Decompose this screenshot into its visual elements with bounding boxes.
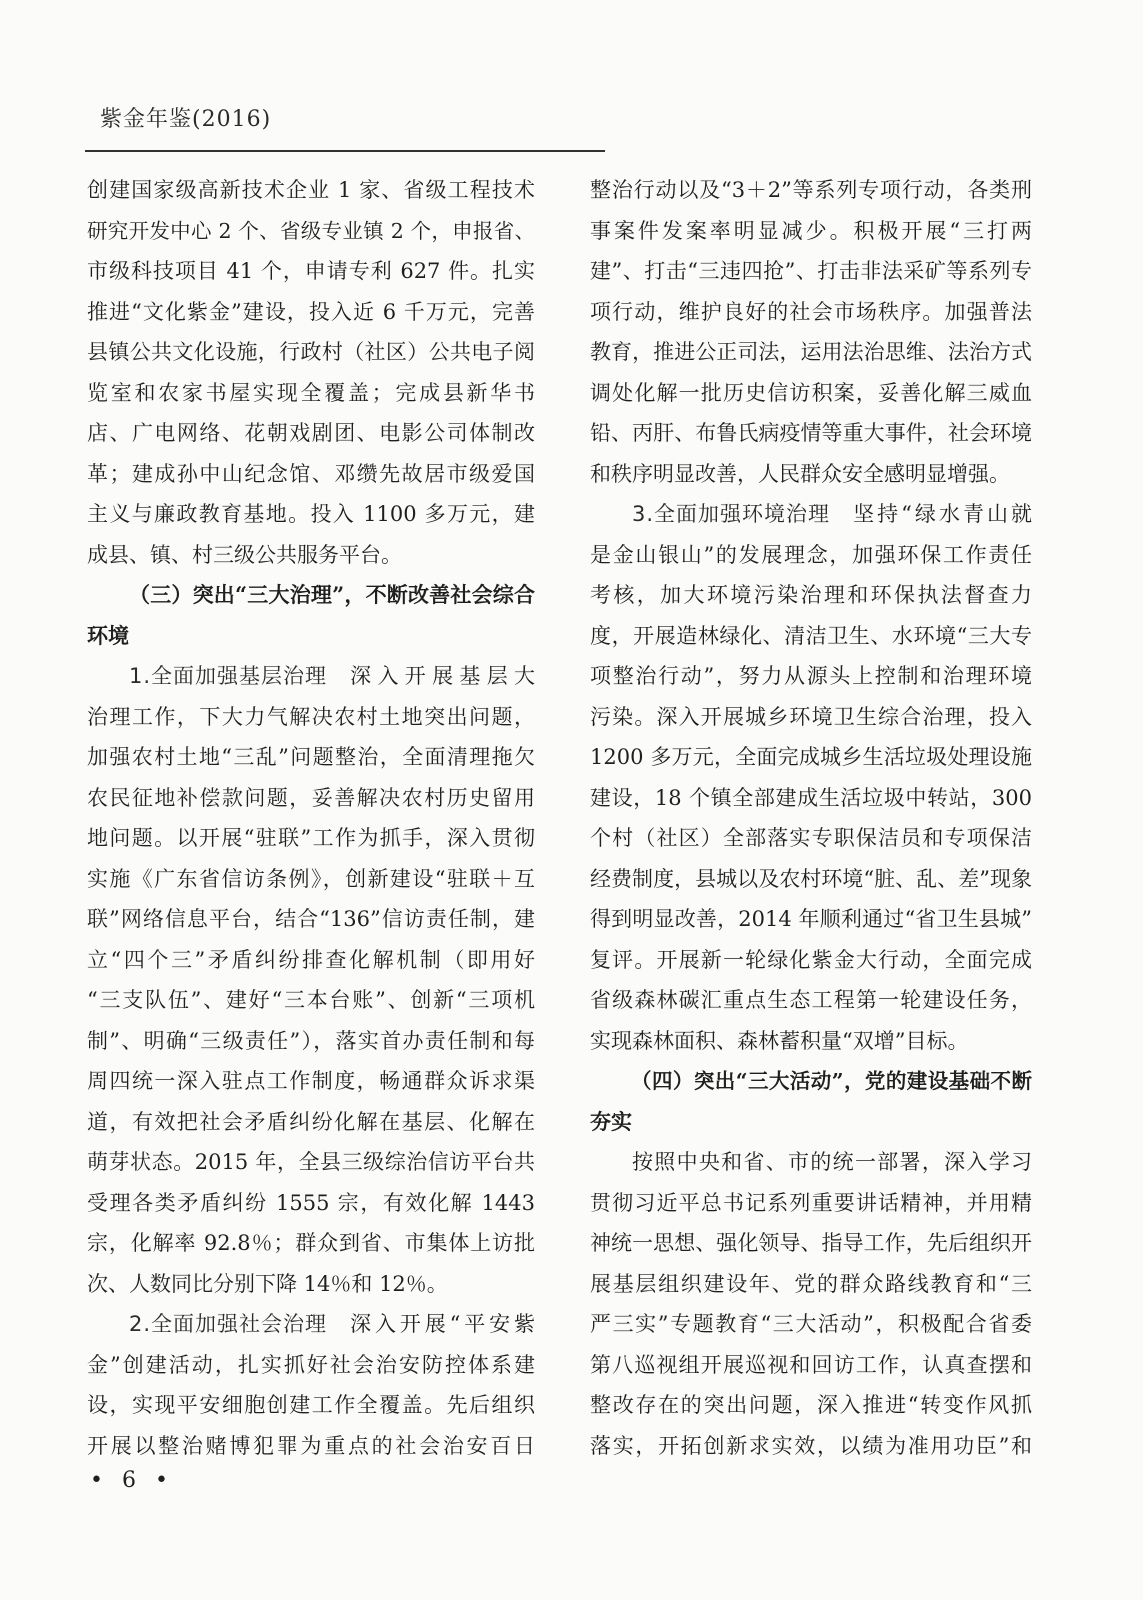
text-line: 神统一思想、强化领导、指导工作，先后组织开 (590, 1231, 1032, 1255)
text-line-text: 深入开展基层大 (350, 664, 535, 688)
text-line: 第八巡视组开展巡视和回访工作，认真查摆和 (590, 1352, 1032, 1377)
heading-line: 夯实 (590, 1108, 632, 1134)
text-line: 实施《广东省信访条例》，创新建设“驻联＋互 (87, 866, 535, 891)
paragraph (590, 1142, 1032, 1466)
text-line: 店、广电网络、花朝戏剧团、电影公司体制改 (87, 421, 535, 445)
text-line: 污染。深入开展城乡环境卫生综合治理，投入 (590, 704, 1032, 729)
item-lead: 2.全面加强社会治理 (129, 1312, 328, 1336)
text-line: 研究开发中心 2 个、省级专业镇 2 个，申报省、 (87, 218, 535, 243)
text-line: 受理各类矛盾纠纷 1555 宗，有效化解 1443 (87, 1190, 535, 1215)
text-line: 设，实现平安细胞创建工作全覆盖。先后组织 (87, 1393, 535, 1417)
text-line: 金”创建活动，扎实抓好社会治安防控体系建 (87, 1352, 535, 1377)
text-line: 治理工作，下大力气解决农村土地突出问题， (87, 704, 535, 729)
text-line: 铅、丙肝、布鲁氏病疫情等重大事件，社会环境 (590, 421, 1032, 445)
text-line: 和秩序明显改善，人民群众安全感明显增强。 (590, 461, 1010, 486)
heading-line: 环境 (87, 622, 129, 648)
text-line: 联”网络信息平台，结合“136”信访责任制，建 (87, 907, 535, 931)
text-line: 周四统一深入驻点工作制度，畅通群众诉求渠 (87, 1069, 535, 1093)
paragraph (87, 170, 535, 575)
paragraph (590, 170, 1032, 494)
text-line: 主义与廉政教育基地。投入 1100 多万元，建 (87, 502, 535, 526)
item-lead: 3.全面加强环境治理 (632, 502, 831, 526)
text-line: 县镇公共文化设施，行政村（社区）公共电子阅 (87, 340, 535, 364)
text-line: 宗，化解率 92.8％；群众到省、市集体上访批 (87, 1231, 535, 1255)
text-line: 实现森林面积、森林蓄积量“双增”目标。 (590, 1028, 969, 1053)
text-line: 建设，18 个镇全部建成生活垃圾中转站，300 (590, 785, 1032, 810)
text-line (590, 494, 1032, 535)
text-line: 览室和农家书屋实现全覆盖；完成县新华书 (87, 380, 535, 405)
text-line: 是金山银山”的发展理念，加强环保工作责任 (590, 542, 1032, 567)
text-line: 复评。开展新一轮绿化紫金大行动，全面完成 (590, 947, 1032, 972)
text-line: 推进“文化紫金”建设，投入近 6 千万元，完善 (87, 299, 535, 324)
page-number: • 6 • (90, 1468, 174, 1493)
text-line: 成县、镇、村三级公共服务平台。 (87, 542, 402, 567)
text-line: 1200 多万元，全面完成城乡生活垃圾处理设施 (590, 745, 1032, 769)
header-rule (85, 150, 605, 152)
text-line: 贯彻习近平总书记系列重要讲话精神，并用精 (590, 1190, 1032, 1215)
left-column (87, 170, 535, 1466)
text-line: 经费制度，县城以及农村环境“脏、乱、差”现象 (590, 866, 1032, 891)
text-line: 考核，加大环境污染治理和环保执法督查力 (590, 583, 1032, 607)
text-line (87, 1304, 535, 1345)
text-line: 地问题。以开展“驻联”工作为抓手，深入贯彻 (87, 826, 535, 850)
text-line: 严三实”专题教育“三大活动”，积极配合省委 (590, 1312, 1032, 1336)
text-line: 得到明显改善，2014 年顺利通过“省卫生县城” (590, 907, 1032, 931)
text-line: 项整治行动”，努力从源头上控制和治理环境 (590, 664, 1032, 688)
section-heading (87, 575, 535, 656)
text-line: 萌芽状态。2015 年，全县三级综治信访平台共 (87, 1150, 535, 1174)
item-lead: 1.全面加强基层治理 (129, 664, 328, 688)
text-line: 落实，开拓创新求实效，以绩为准用功臣”和 (590, 1433, 1032, 1458)
text-line: 建”、打击“三违四抢”、打击非法采矿等系列专 (590, 259, 1032, 283)
text-line: 按照中央和省、市的统一部署，深入学习 (632, 1150, 1032, 1174)
text-line: 教育，推进公正司法，运用法治思维、法治方式 (590, 340, 1032, 364)
text-line: 展基层组织建设年、党的群众路线教育和“三 (590, 1271, 1032, 1296)
text-line: 革；建成孙中山纪念馆、邓缵先故居市级爱国 (87, 461, 535, 486)
text-line-text: 深入开展“平安紫 (350, 1312, 535, 1336)
right-column (590, 170, 1032, 1466)
text-line (87, 656, 535, 697)
numbered-item (87, 656, 535, 1304)
text-line: 加强农村土地“三乱”问题整治，全面清理拖欠 (87, 745, 535, 769)
heading-line: （三）突出“三大治理”，不断改善社会综合 (129, 582, 535, 607)
running-header-title: 紫金年鉴(2016) (100, 107, 272, 132)
text-line: 创建国家级高新技术企业 1 家、省级工程技术 (87, 178, 535, 202)
text-line: 道，有效把社会矛盾纠纷化解在基层、化解在 (87, 1109, 535, 1134)
text-line: 开展以整治赌博犯罪为重点的社会治安百日 (87, 1433, 535, 1458)
text-line: 次、人数同比分别下降 14％和 12％。 (87, 1271, 448, 1296)
heading-line: （四）突出“三大活动”，党的建设基础不断 (631, 1069, 1032, 1093)
text-line: 调处化解一批历史信访积案，妥善化解三威血 (590, 380, 1032, 405)
text-line: 市级科技项目 41 个，申请专利 627 件。扎实 (87, 259, 535, 283)
section-heading (590, 1061, 1032, 1142)
numbered-item (590, 494, 1032, 1061)
text-line: 省级森林碳汇重点生态工程第一轮建设任务， (590, 988, 1032, 1012)
text-line: 制”、明确“三级责任”），落实首办责任制和每 (87, 1028, 535, 1053)
text-line: 个村（社区）全部落实专职保洁员和专项保洁 (590, 826, 1032, 850)
text-line: “三支队伍”、建好“三本台账”、创新“三项机 (87, 988, 535, 1012)
numbered-item (87, 1304, 535, 1466)
text-line: 整治行动以及“3＋2”等系列专项行动，各类刑 (590, 178, 1032, 202)
text-line: 整改存在的突出问题，深入推进“转变作风抓 (590, 1393, 1032, 1417)
text-line: 度，开展造林绿化、清洁卫生、水环境“三大专 (590, 623, 1032, 648)
text-line: 事案件发案率明显减少。积极开展“三打两 (590, 218, 1032, 243)
running-header (100, 104, 271, 136)
text-line: 项行动，维护良好的社会市场秩序。加强普法 (590, 299, 1032, 324)
text-line: 立“四个三”矛盾纠纷排查化解机制（即用好 (87, 947, 535, 972)
text-line-text: 坚持“绿水青山就 (853, 502, 1032, 526)
text-line: 农民征地补偿款问题，妥善解决农村历史留用 (87, 785, 535, 810)
